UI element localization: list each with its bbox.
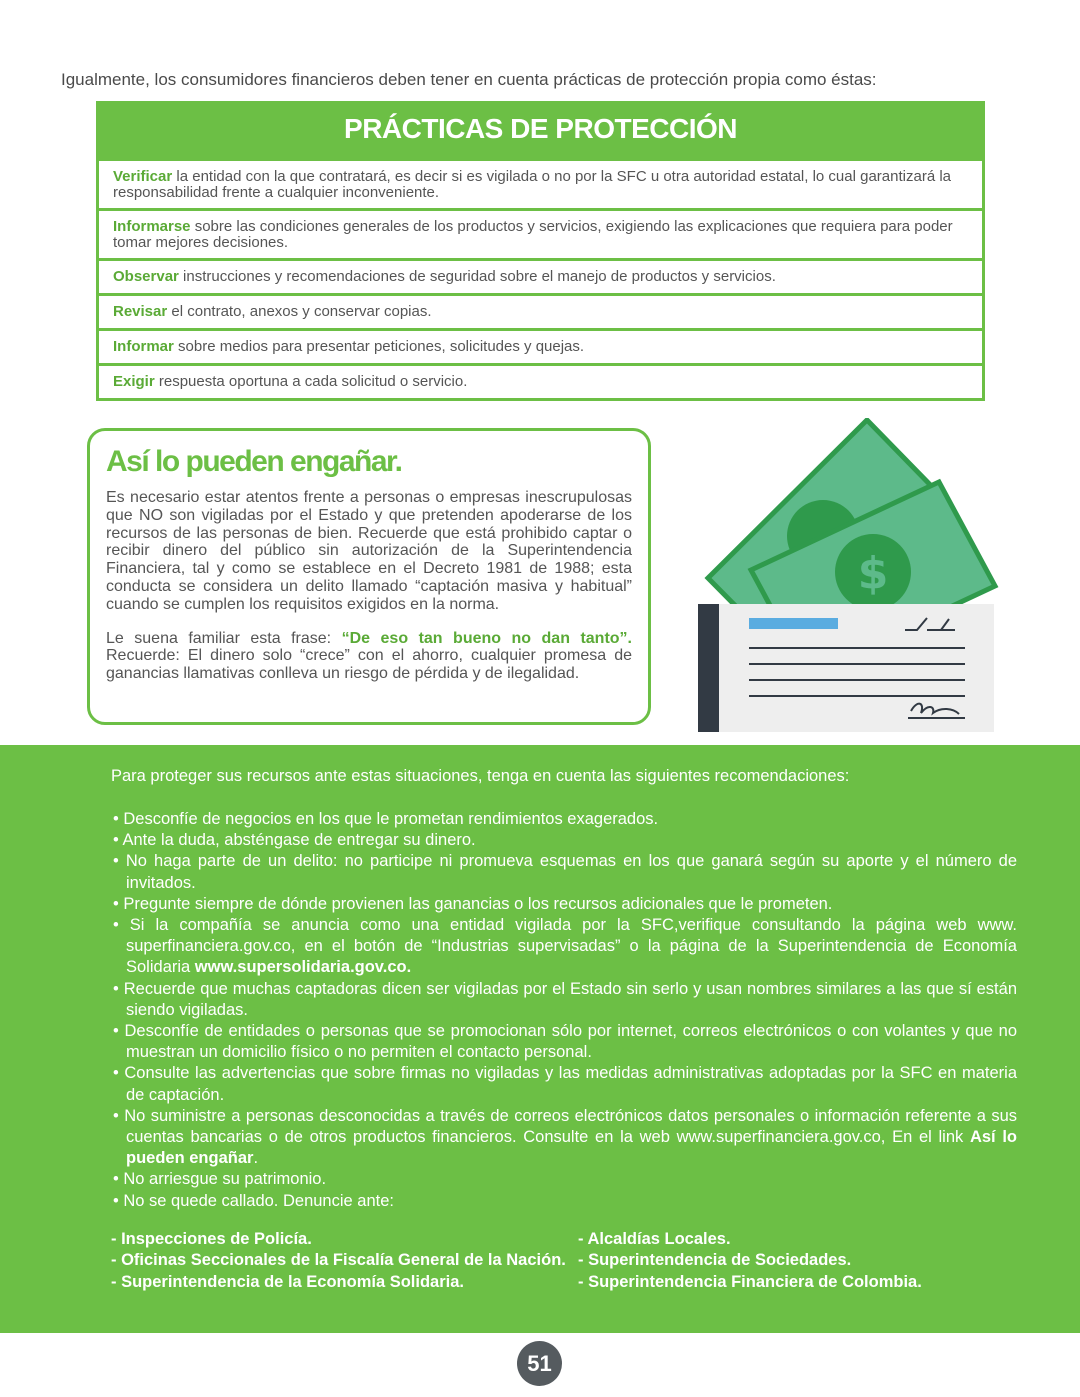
- practice-description: la entidad con la que contratará, es decir si es vigilada o no por la SFC u otra autoridad estatal, lo cual garantizará la responsabilidad frente a cualquier inconveniente.: [113, 167, 952, 201]
- list-item: [113, 1106, 1017, 1170]
- practice-keyword: Observar: [113, 268, 179, 285]
- practice-text: [113, 269, 776, 285]
- practice-keyword: Verificar: [113, 167, 173, 185]
- list-item: [113, 915, 1017, 979]
- list-item-text: • Si la compañía se anuncia como una entidad vigilada por la SFC,verifique consultando la página web www. superfinanciera.gov.co, en el botón de “Industrias supervisadas” o la página de la Superintendencia de Economía Solidaria: [113, 916, 1017, 977]
- warning-title: Así lo pueden engañar.: [106, 445, 402, 478]
- practices-title: PRÁCTICAS DE PROTECCIÓN: [99, 104, 982, 158]
- practice-keyword: Exigir: [113, 373, 155, 390]
- practice-keyword: Revisar: [113, 303, 168, 320]
- entity-item: - Oficinas Seccionales de la Fiscalía General de la Nación.: [111, 1251, 566, 1270]
- list-item-end: .: [253, 1149, 259, 1168]
- practice-row: [99, 363, 982, 398]
- entities-left-column: [111, 1229, 566, 1293]
- list-item: • Desconfíe de entidades o personas que se promocionan sólo por internet, correos electrónicos o con volantes y que no muestran un domicilio físico o no permiten el contacto personal.: [113, 1022, 1017, 1062]
- entity-item: - Alcaldías Locales.: [578, 1230, 731, 1248]
- intro-text: Igualmente, los consumidores financieros deben tener en cuenta prácticas de protección propia como éstas:: [61, 70, 877, 89]
- practice-keyword: Informar: [113, 338, 174, 355]
- practice-text: [113, 219, 968, 251]
- practice-keyword: Informarse: [113, 217, 191, 235]
- practice-row: [99, 258, 982, 293]
- practice-description: instrucciones y recomendaciones de seguridad sobre el manejo de productos y servicios.: [178, 268, 776, 285]
- practice-description: respuesta oportuna a cada solicitud o servicio.: [154, 373, 468, 390]
- entities-right-column: [578, 1229, 922, 1293]
- practice-description: sobre las condiciones generales de los productos y servicios, exigiendo las explicaciones que requiera para poder tomar mejores decisiones.: [113, 217, 953, 251]
- asi-lo-pueden-enganar-link[interactable]: Así lo pueden engañar: [126, 1128, 1017, 1168]
- phrase-suffix: Recuerde: El dinero solo “crece” con el ahorro, cualquier promesa de ganancias llamativas conlleva un riesgo de pérdida y de ilegalidad.: [106, 647, 632, 683]
- page-number: 51: [517, 1341, 562, 1386]
- list-item: • Desconfíe de negocios en los que le prometan rendimientos exagerados.: [113, 810, 659, 828]
- entity-item: - Superintendencia de la Economía Solidaria.: [111, 1272, 465, 1291]
- check-document-icon: [698, 604, 994, 732]
- phrase-highlight: “De eso tan bueno no dan tanto”.: [341, 629, 632, 647]
- list-item: • Pregunte siempre de dónde provienen las ganancias o los recursos adicionales que le prometen.: [113, 894, 833, 913]
- practice-text: [113, 374, 467, 390]
- practice-text: [113, 169, 968, 201]
- warning-box: [87, 428, 651, 725]
- list-item: • Recuerde que muchas captadoras dicen ser vigiladas por el Estado sin serlo y usan nombres similares a las que sí están siendo vigiladas.: [113, 979, 1017, 1019]
- entity-item: - Inspecciones de Policía.: [111, 1230, 312, 1248]
- practice-row: [99, 328, 982, 363]
- warning-paragraph: Es necesario estar atentos frente a personas o empresas inescrupulosas que NO son vigiladas por el Estado y que pretenden apoderarse de los recursos de las personas de bien. Recuerde que está prohibido captar o recibir dinero del público sin autorización de la Superintendencia Financiera, tal y como se establece en el Decreto 1981 de 1988; esta conducta se considera un delito llamado “captación masiva y habitual” cuando se cumplen los requisitos exigidos en la norma.: [106, 489, 632, 613]
- recommendations-list: [113, 809, 1017, 1212]
- practice-row: [99, 208, 982, 258]
- practice-description: sobre medios para presentar peticiones, solicitudes y quejas.: [173, 338, 585, 355]
- list-item: • No arriesgue su patrimonio.: [113, 1170, 327, 1189]
- recommendations-section: [0, 745, 1080, 1333]
- dollar-sign-icon: $: [857, 548, 889, 599]
- practice-description: el contrato, anexos y conservar copias.: [167, 303, 432, 320]
- list-item: • Ante la duda, absténgase de entregar su dinero.: [113, 831, 476, 850]
- list-item: • No se quede callado. Denuncie ante:: [113, 1191, 394, 1210]
- practice-row: [99, 293, 982, 328]
- practice-row: [99, 158, 982, 208]
- money-check-illustration: [695, 418, 1005, 736]
- phrase-prefix: Le suena familiar esta frase:: [106, 629, 342, 647]
- supersolidaria-link[interactable]: www.supersolidaria.gov.co.: [194, 958, 412, 977]
- warning-paragraph-phrase: [106, 630, 632, 683]
- practice-text: [113, 304, 432, 320]
- list-item-text: • No suministre a personas desconocidas a través de correos electrónicos datos personales o información referente a sus cuentas bancarias o de otros productos financieros. Consulte en la web www.superfinanciera.gov.co, En el link: [113, 1106, 1017, 1147]
- entity-item: - Superintendencia Financiera de Colombia.: [578, 1272, 922, 1291]
- recommendations-intro: Para proteger sus recursos ante estas situaciones, tenga en cuenta las siguientes recomendaciones:: [111, 767, 850, 785]
- list-item: • No haga parte de un delito: no participe ni promueva esquemas en los que ganará según su aporte y el número de invitados.: [113, 852, 1017, 892]
- practice-text: [113, 339, 584, 355]
- list-item: • Consulte las advertencias que sobre firmas no vigiladas y las medidas administrativas adoptadas por la SFC en materia de captación.: [113, 1064, 1017, 1104]
- practices-table: [96, 101, 985, 401]
- entity-item: - Superintendencia de Sociedades.: [578, 1251, 852, 1270]
